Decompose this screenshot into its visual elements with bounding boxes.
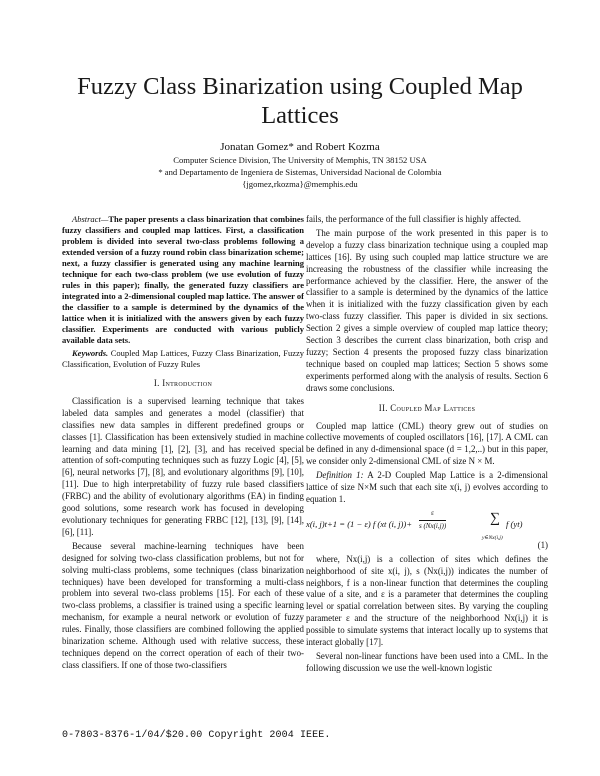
equation-fraction xyxy=(419,508,446,533)
paragraph: The main purpose of the work presented in this paper is to develop a fuzzy class binarization technique using a coupled map lattices [16]. By using such coupled map lattice structure we are increasing the robustness of the classifier while increasing the performance achieved by the classifier. Here, the answer of the classifier to a sample is determined by the dynamics of the lattice when it is initialized with the fuzzy classification given by each two-class fuzzy classifier. This paper is divided in six sections. Section 2 gives a simple overview of coupled map lattice theory; Section 3 describes the current class binarization, both crisp and fuzzy; Section 4 presents the proposed fuzzy class binarization technique based on coupled map lattices; Section 5 shows some experiments performed along with the analysis of results. Section 6 draws some conclusions. xyxy=(306,227,548,393)
paper-title: Fuzzy Class Binarization using Coupled Map Lattices xyxy=(77,73,523,129)
keywords-label: Keywords. xyxy=(72,348,109,358)
authors: Jonatan Gomez* and Robert Kozma xyxy=(220,141,380,153)
equation-numerator: ε xyxy=(419,508,446,521)
equation-denominator: s (Nx(i,j)) xyxy=(419,521,447,530)
definition xyxy=(306,470,548,506)
paragraph: Several non-linear functions have been used into a CML. In the following discussion we use the well-known logistic xyxy=(306,651,548,673)
equation-1 xyxy=(306,508,548,542)
paragraph: Classification is a supervised learning technique that takes labeled data samples and generates a model (classifier) that classifies new data samples in different predefined groups or classes [1]. Classification has been extensively studied in machine learning and data mining [1], [2], [3], and has received special attention of soft-computing techniques such as fuzzy Logic [4], [5], [6], neural networks [7], [8], and evolutionary algorithms [9], [10], [11]. Due to high interpretability of fuzzy rule based classifiers (FRBC) and the ability of evolutionary algorithms (EA) in finding good solutions, some research work has focused in developing evolutionary techniques for generating FRBC [12], [13], [9], [14], [6], [11]. xyxy=(62,395,304,537)
abstract-label: Abstract— xyxy=(72,214,109,224)
definition-text: A 2-D Coupled Map Lattice is a 2-dimensional lattice of size N×M such that each site x(i, j) evolves according to equation 1. xyxy=(306,470,548,504)
paragraph: where, Nx(i,j) is a collection of sites which defines the neighborhood of site x(i, j), s (Nx(i,j)) indicates the number of neighbors, f is a non-linear function that determines the coupling value of a site, and ε is a parameter that determines the coupling level or spatial correlation between sites. By varying the coupling parameter ε and the structure of the neighborhood Nx(i,j) it is possible to simulate systems that interact locally up to systems that interact globally [17]. xyxy=(306,553,548,648)
paragraph: Because several machine-learning techniques have been designed for solving two-class classification problems, but not for solving multi-class problems, some techniques (class binarization techniques) have been developed for transforming a multi-class problem into several two-class problems [15]. For each of these two-class problems, a classifier is trained using a specific learning mechanism, for example a neural network or evolution of fuzzy rules. Finally, those classifiers are combined following the applied binarization scheme. Although used with relative success, these techniques depend on the correct operation of each of their two-class classifiers. If one of those two-classifiers xyxy=(62,540,304,670)
copyright-footer: 0-7803-8376-1/04/$20.00 Copyright 2004 IEEE. xyxy=(62,730,331,741)
summation-subscript: y∈Nx(i,j) xyxy=(482,534,503,541)
paragraph: Coupled map lattice (CML) theory grew out of studies on collective movements of coupled oscillators [16], [17]. A CML can be defined in any d-dimensional space (d = 1,2,..) but in this paper, we consider only 2-dimensional CML of size N × M. xyxy=(306,420,548,467)
abstract-text: The paper presents a class binarization that combines fuzzy classifiers and coupled map lattices. First, a classification problem is divided into several two-class problems following a extended version of a fuzzy round robin class binarization scheme; next, a fuzzy classifier is generated using any machine learning technique for each two-class problem (we use evolution of fuzzy rules in this paper); finally, the generated fuzzy classifiers are integrated into a 2-dimensional coupled map lattice. The answer of the classifier to a sample is determined by the dynamics of the lattice when it is initialized with the answers given by each fuzzy classifier. Experiments are conducted with various publicly available data sets. xyxy=(62,214,304,345)
affiliation-line: * and Departamento de Ingeniera de Sistemas, Universidad Nacional de Colombia xyxy=(158,167,442,177)
section-heading-intro: I. Introduction xyxy=(153,378,213,388)
left-column xyxy=(62,214,304,674)
right-column xyxy=(306,214,548,677)
section-heading-cml: II. Coupled Map Lattices xyxy=(378,402,476,413)
affiliation-line: Computer Science Division, The University of Memphis, TN 38152 USA xyxy=(173,155,427,165)
keywords-text: Coupled Map Lattices, Fuzzy Class Binarization, Fuzzy Classification, Evolution of Fuzzy Rules xyxy=(62,348,304,369)
definition-label: Definition 1: xyxy=(316,470,364,481)
equation-lhs: x(i, j)t+1 = (1 − ε) f (xt (i, j))+ xyxy=(306,518,413,529)
summation-symbol: ∑ xyxy=(490,510,500,526)
paragraph: fails, the performance of the full classifier is highly affected. xyxy=(306,214,521,224)
keywords xyxy=(62,348,304,370)
equation-number: (1) xyxy=(537,539,548,550)
equation-rhs: f (yt) xyxy=(506,518,523,529)
abstract xyxy=(62,214,304,346)
email-line: {jgomez,rkozma}@memphis.edu xyxy=(242,179,358,189)
